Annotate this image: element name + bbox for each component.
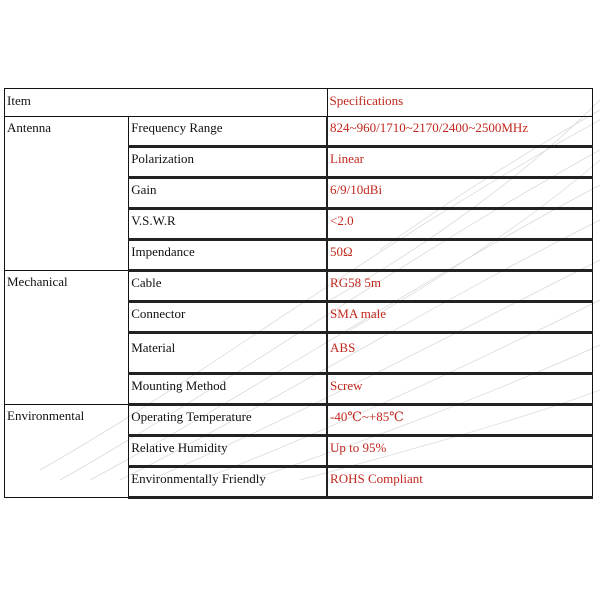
value-gain: 6/9/10dBi — [327, 178, 592, 209]
group-antenna: Antenna — [5, 117, 129, 271]
value-mounting-method: Screw — [327, 374, 592, 405]
value-cable: RG58 5m — [327, 271, 592, 302]
table-row — [5, 271, 593, 302]
param-vswr: V.S.W.R — [129, 209, 327, 240]
group-environmental: Environmental — [5, 405, 129, 498]
param-frequency-range: Frequency Range — [129, 117, 327, 147]
value-relative-humidity: Up to 95% — [327, 436, 592, 467]
value-material: ABS — [327, 333, 592, 374]
value-environmentally-friendly: ROHS Compliant — [327, 467, 592, 498]
value-impendance: 50Ω — [327, 240, 592, 271]
param-environmentally-friendly: Environmentally Friendly — [129, 467, 327, 498]
header-item: Item — [5, 89, 328, 117]
table-row — [5, 117, 593, 147]
param-operating-temperature: Operating Temperature — [129, 405, 327, 436]
table-row — [5, 405, 593, 436]
param-mounting-method: Mounting Method — [129, 374, 327, 405]
param-connector: Connector — [129, 302, 327, 333]
group-mechanical: Mechanical — [5, 271, 129, 405]
value-operating-temperature: -40℃~+85℃ — [327, 405, 592, 436]
header-specifications: Specifications — [327, 89, 592, 117]
specifications-table — [4, 88, 593, 499]
param-polarization: Polarization — [129, 147, 327, 178]
value-vswr: <2.0 — [327, 209, 592, 240]
param-relative-humidity: Relative Humidity — [129, 436, 327, 467]
param-material: Material — [129, 333, 327, 374]
param-impendance: Impendance — [129, 240, 327, 271]
value-frequency-range: 824~960/1710~2170/2400~2500MHz — [327, 117, 592, 147]
param-cable: Cable — [129, 271, 327, 302]
table-header-row — [5, 89, 593, 117]
param-gain: Gain — [129, 178, 327, 209]
value-polarization: Linear — [327, 147, 592, 178]
value-connector: SMA male — [327, 302, 592, 333]
